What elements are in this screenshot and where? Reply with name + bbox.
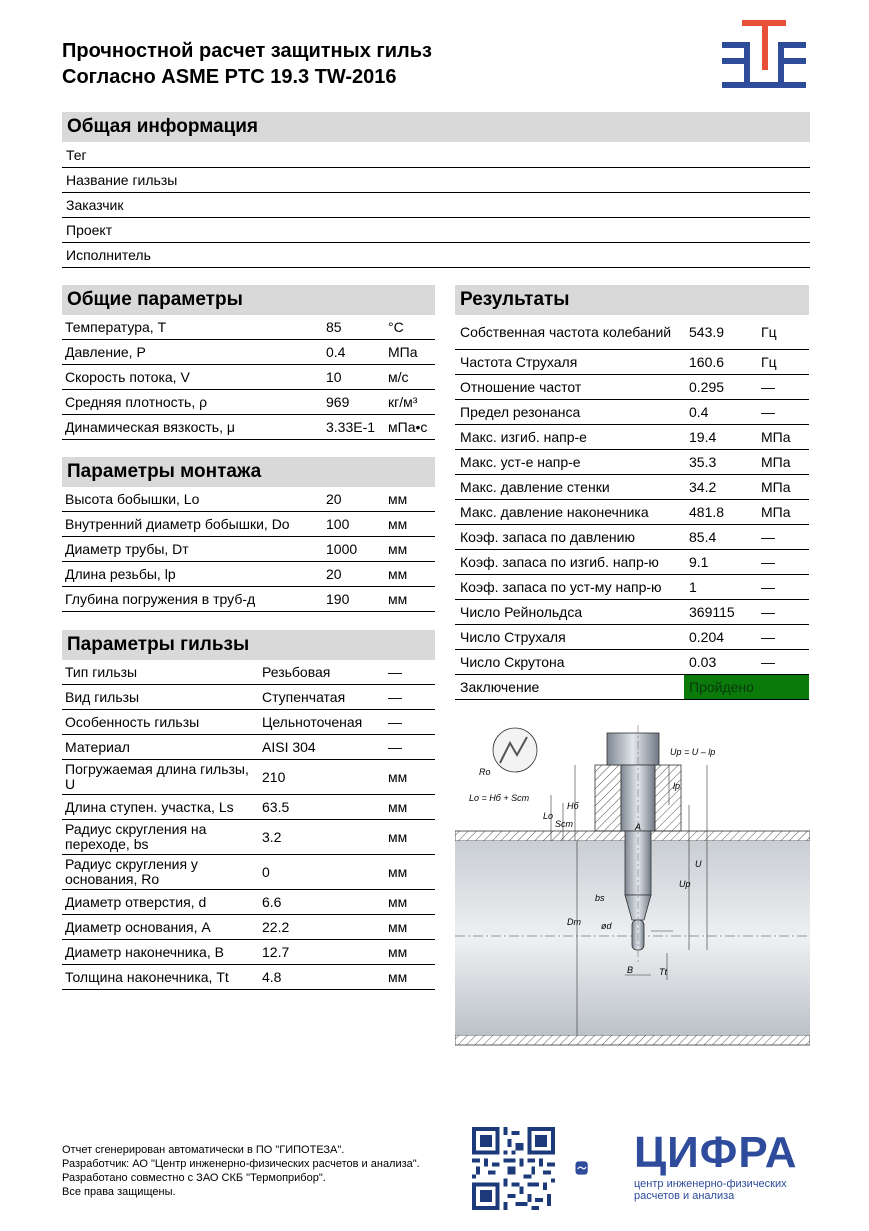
mount-param-unit: мм [388,590,408,607]
mount-param-unit: мм [388,490,408,507]
result-unit: — [761,378,775,395]
label-lp: lp [673,781,681,791]
result-value: 19.4 [689,428,717,445]
result-row [455,400,809,425]
footer-line-2: Разработчик: АО "Центр инженерно-физических расчетов и анализа". [62,1158,420,1170]
general-param-row [62,390,435,415]
result-label: Макс. давление стенки [460,478,610,495]
cifra-brand-name: ЦИФРА [634,1128,798,1177]
result-label: Коэф. запаса по давлению [460,528,635,545]
result-label: Макс. изгиб. напр-е [460,428,587,445]
result-row [455,650,809,675]
result-unit: Гц [761,323,777,340]
well-param-value: Резьбовая [262,663,331,680]
result-value: 34.2 [689,478,717,495]
general-param-label: Температура, T [65,318,167,335]
well-param-header: Параметры гильзы [62,630,435,660]
cifra-sub-line-2: расчетов и анализа [634,1190,735,1202]
well-param-value: AISI 304 [262,738,316,755]
result-label: Предел резонанса [460,403,581,420]
general-info-row [62,193,810,218]
title-line-1: Прочностной расчет защитных гильз [62,40,432,62]
well-param-row [62,760,435,795]
label-dm: Dm [567,917,581,927]
mount-param-label: Длина резьбы, lp [65,565,176,582]
mount-param-value: 20 [326,490,342,507]
result-unit: — [761,603,775,620]
result-unit: МПа [761,478,791,495]
well-param-row [62,660,435,685]
well-param-label: Диаметр основания, A [65,918,211,935]
mount-param-value: 20 [326,565,342,582]
mount-param-label: Глубина погружения в труб-д [65,590,256,607]
general-param-value: 969 [326,393,350,410]
well-param-row [62,795,435,820]
result-label: Макс. давление наконечника [460,503,649,520]
result-value: 1 [689,578,697,595]
result-label: Частота Струхаля [460,353,578,370]
well-param-unit: — [388,688,402,705]
general-param-value: 3.33E-1 [326,418,376,435]
general-info-label: Исполнитель [66,246,151,263]
result-unit: — [761,528,775,545]
general-param-row [62,415,435,440]
well-param-unit: мм [388,828,408,845]
mount-param-header: Параметры монтажа [62,457,435,487]
well-param-value: 3.2 [262,828,282,845]
label-up-formula: Up = U – lp [670,747,716,757]
well-param-value: 22.2 [262,918,290,935]
well-param-label: Диаметр отверстия, d [65,893,207,910]
title-line-2: Согласно ASME PTC 19.3 TW-2016 [62,66,397,88]
result-header: Результаты [455,285,809,315]
general-param-value: 85 [326,318,342,335]
result-row [455,350,809,375]
mount-param-row [62,512,435,537]
general-param-label: Скорость потока, V [65,368,190,385]
cifra-sub-line-1: центр инженерно-физических [634,1178,787,1190]
mount-param-value: 1000 [326,540,358,557]
well-param-label: Толщина наконечника, Tt [65,968,229,985]
general-info-label: Проект [66,221,113,238]
general-param-label: Средняя плотность, ρ [65,393,208,410]
label-lo-formula: Lo = Hб + Scm [469,793,530,803]
result-row [455,375,809,400]
result-label: Число Скрутона [460,653,565,670]
general-info-row [62,143,810,168]
well-param-label: Погружаемая длина гильзы, U [65,761,249,792]
cifra-brand-subtitle [634,1178,787,1202]
mount-param-row [62,562,435,587]
general-param-unit: м/с [388,368,409,385]
result-label: Число Рейнольдса [460,603,583,620]
result-label: Число Струхаля [460,628,566,645]
result-value: 0.4 [689,403,709,420]
general-param-row [62,340,435,365]
general-param-row [62,365,435,390]
well-param-unit: мм [388,893,408,910]
result-unit: — [761,553,775,570]
label-d: ød [601,921,612,931]
general-param-row [62,315,435,340]
well-param-unit: мм [388,918,408,935]
general-info-label: Название гильзы [66,171,178,188]
general-param-unit: кг/м³ [388,393,418,410]
result-label: Макс. уст-е напр-е [460,453,581,470]
label-up: Up [679,879,691,889]
result-label: Собственная частота колебаний [460,323,672,340]
footer-text [62,1143,420,1199]
cifra-logo-mark [575,1133,631,1205]
well-param-unit: мм [388,863,408,880]
label-lo: Lo [543,811,554,821]
footer-line-3: Разработано совместно с ЗАО СКБ "Термоприбор". [62,1172,326,1184]
mount-param-label: Высота бобышки, Lo [65,490,200,507]
label-u: U [695,859,702,869]
result-unit: — [761,578,775,595]
result-label: Коэф. запаса по уст-му напр-ю [460,578,662,595]
result-row [455,525,809,550]
well-param-unit: мм [388,943,408,960]
well-param-row [62,735,435,760]
general-info-row [62,218,810,243]
well-param-row [62,685,435,710]
well-param-value: Ступенчатая [262,688,346,705]
well-param-row [62,710,435,735]
well-param-unit: — [388,663,402,680]
well-param-value: Цельноточеная [262,713,363,730]
general-info-row [62,243,810,268]
conclusion-status-badge: Пройдено [684,675,809,699]
label-bs: bs [595,893,605,903]
mount-param-unit: мм [388,540,408,557]
result-unit: Гц [761,353,777,370]
result-label: Отношение частот [460,378,582,395]
well-param-unit: мм [388,768,408,785]
result-value: 85.4 [689,528,717,545]
mount-param-value: 100 [326,515,350,532]
result-row [455,550,809,575]
general-param-value: 0.4 [326,343,346,360]
result-row [455,315,809,350]
well-param-value: 12.7 [262,943,290,960]
page-title [62,38,432,90]
well-param-value: 210 [262,768,286,785]
well-param-label: Тип гильзы [65,663,138,680]
general-info-label: Тег [66,146,87,163]
general-param-label: Давление, P [65,343,146,360]
mount-param-value: 190 [326,590,350,607]
well-param-value: 63.5 [262,798,290,815]
well-param-value: 4.8 [262,968,282,985]
well-param-value: 0 [262,863,270,880]
well-param-unit: — [388,713,402,730]
label-a: A [635,822,642,832]
result-row [455,475,809,500]
well-param-row [62,915,435,940]
result-value: 481.8 [689,503,725,520]
result-value: 0.295 [689,378,725,395]
general-param-label: Динамическая вязкость, μ [65,418,235,435]
result-row [455,425,809,450]
conclusion-label: Заключение [460,678,540,695]
well-param-row [62,855,435,890]
result-unit: — [761,653,775,670]
well-param-label: Материал [65,738,130,755]
label-b: B [627,965,634,975]
well-param-label: Радиус скругления на переходе, bs [65,821,207,852]
well-param-label: Вид гильзы [65,688,140,705]
well-param-unit: — [388,738,402,755]
mount-param-row [62,487,435,512]
result-value: 543.9 [689,323,725,340]
mount-param-unit: мм [388,565,408,582]
well-param-value: 6.6 [262,893,282,910]
result-row [455,450,809,475]
label-scm: Scm [555,819,573,829]
footer-line-1: Отчет сгенерирован автоматически в ПО "ГИПОТЕЗА". [62,1144,345,1156]
result-row [455,575,809,600]
result-unit: МПа [761,503,791,520]
result-value: 9.1 [689,553,709,570]
mount-param-label: Диаметр трубы, Dт [65,540,189,557]
result-row [455,625,809,650]
label-hb: Hб [567,801,579,811]
footer-line-4: Все права защищены. [62,1186,176,1198]
result-value: 35.3 [689,453,717,470]
well-param-row [62,820,435,855]
well-param-label: Радиус скругления у основания, Ro [65,856,198,887]
result-value: 369115 [689,603,735,620]
label-tt: Tt [659,967,667,977]
well-param-label: Особенность гильзы [65,713,200,730]
well-param-label: Длина ступен. участка, Ls [65,798,234,815]
well-param-unit: мм [388,968,408,985]
result-value: 160.6 [689,353,725,370]
qr-code[interactable] [472,1127,555,1210]
general-info-header: Общая информация [62,112,810,142]
result-unit: — [761,403,775,420]
well-param-row [62,940,435,965]
thermowell-diagram [455,725,810,1047]
result-row [455,500,809,525]
general-info-row [62,168,810,193]
result-label: Коэф. запаса по изгиб. напр-ю [460,553,659,570]
general-param-unit: мПа•с [388,418,428,435]
general-param-unit: °C [388,318,404,335]
general-info-label: Заказчик [66,196,124,213]
well-param-unit: мм [388,798,408,815]
general-param-header: Общие параметры [62,285,435,315]
general-param-unit: МПа [388,343,418,360]
general-param-value: 10 [326,368,342,385]
mount-param-row [62,537,435,562]
label-ro: Ro [479,767,491,777]
well-param-label: Диаметр наконечника, B [65,943,224,960]
result-value: 0.204 [689,628,725,645]
result-unit: — [761,628,775,645]
result-unit: МПа [761,428,791,445]
well-param-row [62,890,435,915]
company-logo [720,20,808,94]
mount-param-label: Внутренний диаметр бобышки, Do [65,515,290,532]
well-param-row [62,965,435,990]
result-unit: МПа [761,453,791,470]
result-value: 0.03 [689,653,717,670]
conclusion-row [455,675,809,700]
mount-param-row [62,587,435,612]
result-row [455,600,809,625]
mount-param-unit: мм [388,515,408,532]
